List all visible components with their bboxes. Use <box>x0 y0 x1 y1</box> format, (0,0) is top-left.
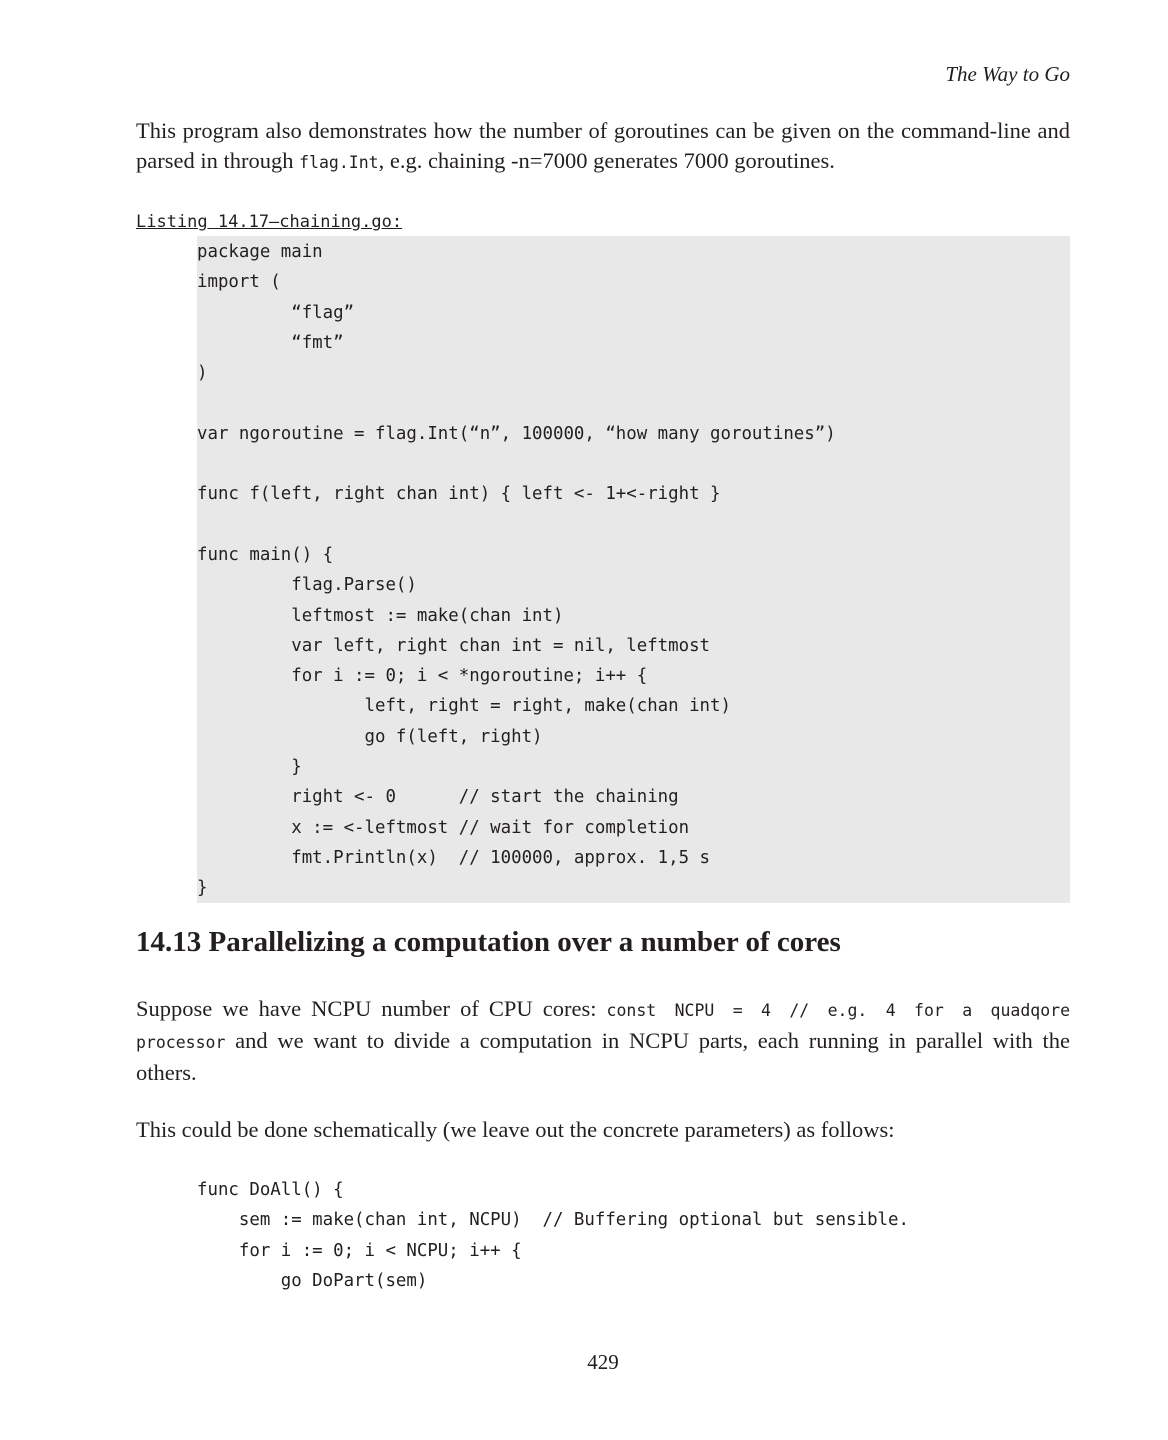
listing-label: Listing 14.17—chaining.go: <box>136 212 403 232</box>
inline-code: flag.Int <box>299 153 379 172</box>
code-listing: package main import ( “flag” “fmt” ) var ngoroutine = flag.Int(“n”, 100000, “how many goroutines”) func f(left, right chan int) { left <- 1+<-right } func main() { flag.Parse() leftmost := make(chan int) var left, right chan int = nil, leftmost for i := 0; i < *ngoroutine; i++ { left, right = right, make(chan int) go f(left, right) } right <- 0 // start the chaining x := <-leftmost // wait for completion fmt.Println(x) // 100000, approx. 1,5 s } <box>197 242 836 899</box>
page-number: 429 <box>587 1350 619 1374</box>
schematic-paragraph: This could be done schematically (we leave out the concrete parameters) as follows: <box>136 1117 895 1142</box>
code-snippet: func DoAll() { sem := make(chan int, NCPU) // Buffering optional but sensible. for i := 0; i < NCPU; i++ { go DoPart(sem) <box>197 1180 909 1291</box>
running-head: The Way to Go <box>945 62 1070 86</box>
para-text-end: and we want to divide a computation in NCPU parts, each running in parallel with the others. <box>136 1028 1070 1085</box>
para-text: Suppose we have NCPU number of CPU cores: <box>136 996 607 1021</box>
intro-text-end: , e.g. chaining -n=7000 generates 7000 goroutines. <box>378 148 835 173</box>
intro-paragraph <box>136 116 1070 178</box>
inline-code: const NCPU = 4 // e.g. 4 for a quadqore processor <box>136 1001 1071 1052</box>
ncpu-paragraph <box>136 994 1070 1088</box>
intro-text: This program also demonstrates how the number of goroutines can be given on the command-line and parsed in through <box>136 118 1070 173</box>
section-heading: 14.13 Parallelizing a computation over a number of cores <box>136 926 841 958</box>
